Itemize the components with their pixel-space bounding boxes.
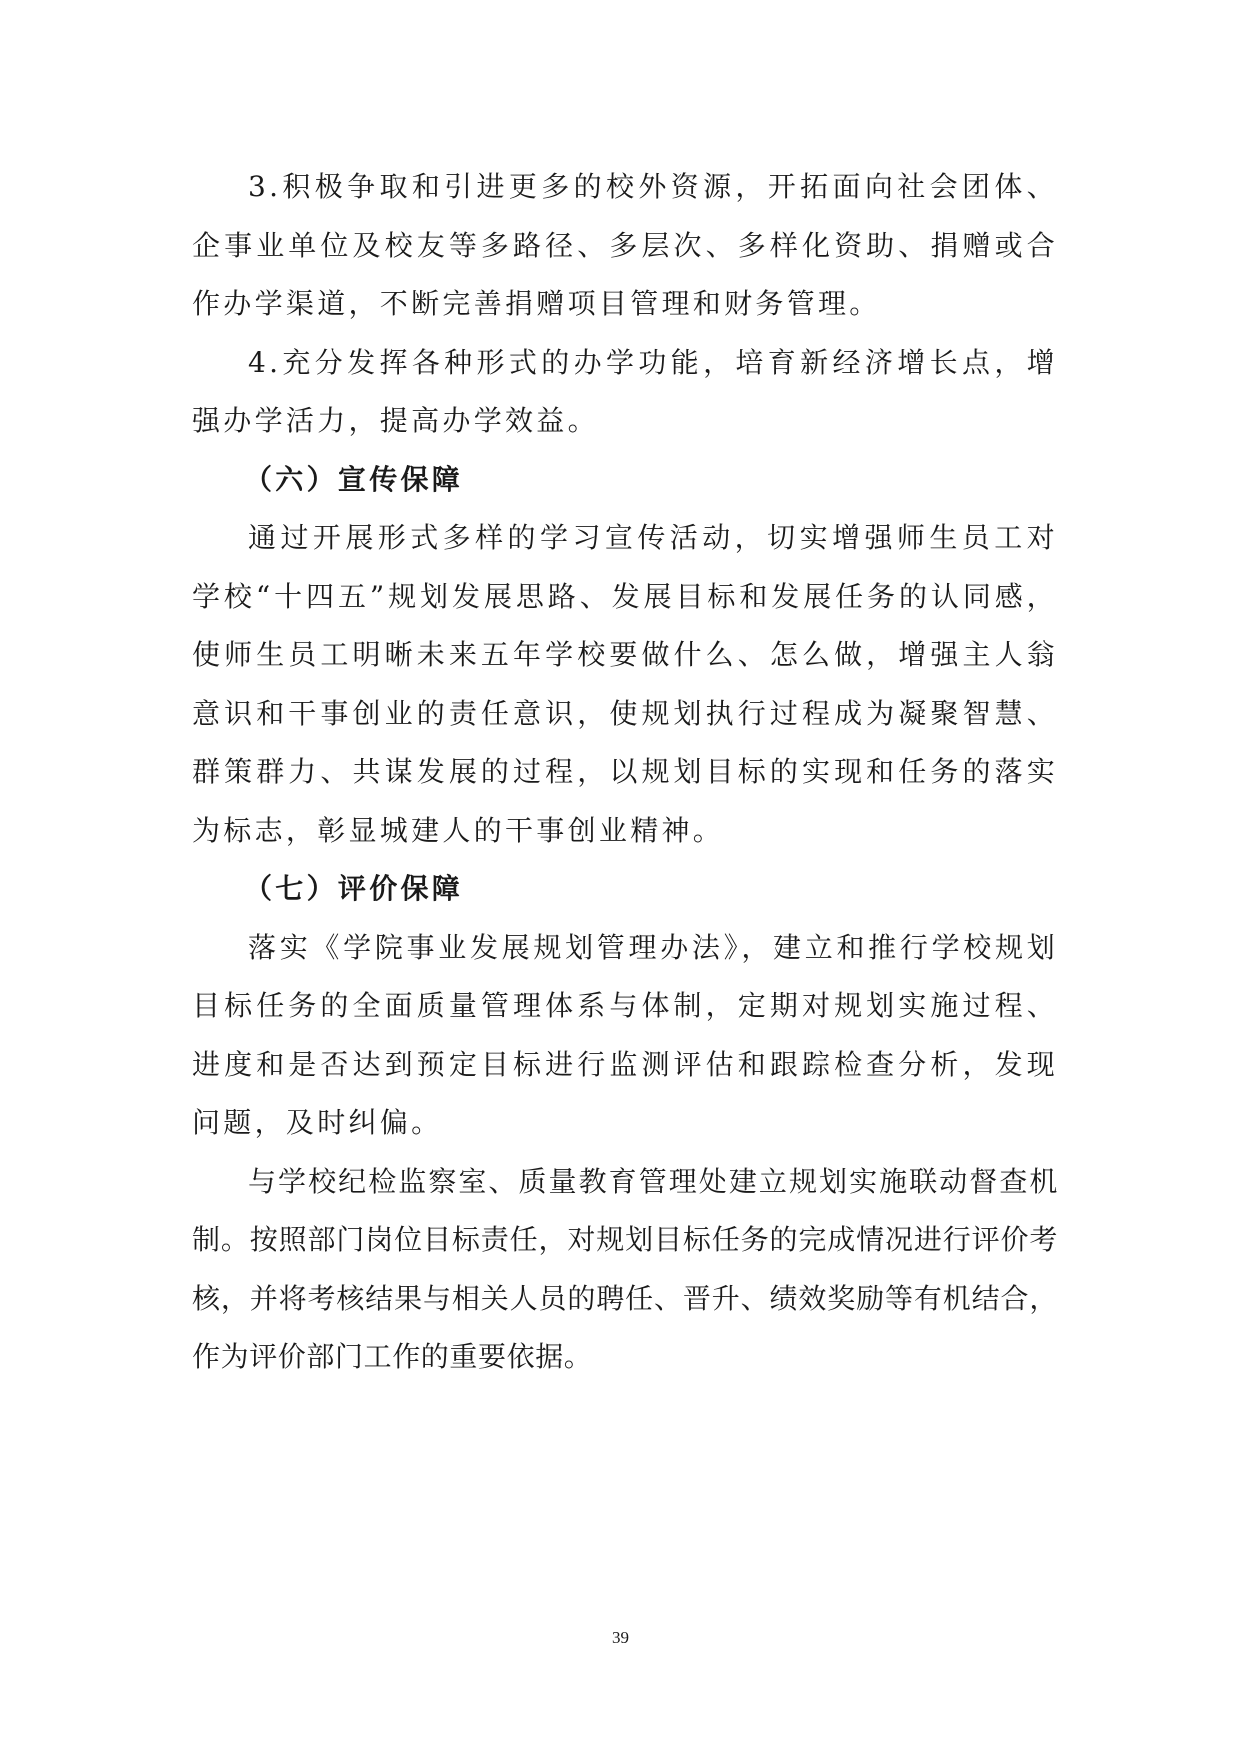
paragraph-external-resources: 3.积极争取和引进更多的校外资源，开拓面向社会团体、企事业单位及校友等多路径、多层次、多样化资助、捐赠或合作办学渠道，不断完善捐赠项目管理和财务管理。 (192, 170, 1058, 320)
paragraph-publicity: 通过开展形式多样的学习宣传活动，切实增强师生员工对学校“十四五”规划发展思路、发展目标和发展任务的认同感，使师生员工明晰未来五年学校要做什么、怎么做，增强主人翁意识和干事创业的责任意识，使规划执行过程成为凝聚智慧、群策群力、共谋发展的过程，以规划目标的实现和任务的落实为标志，彰显城建人的干事创业精神。 (192, 521, 1058, 847)
section-heading-evaluation: （七）评价保障 (244, 872, 464, 905)
paragraph-evaluation: 落实《学院事业发展规划管理办法》，建立和推行学校规划目标任务的全面质量管理体系与体制，定期对规划实施过程、进度和是否达到预定目标进行监测评估和跟踪检查分析，发现问题，及时纠偏。 (192, 930, 1058, 1139)
paragraph-school-functions: 4.充分发挥各种形式的办学功能，培育新经济增长点，增强办学活力，提高办学效益。 (192, 345, 1058, 437)
page-number: 39 (612, 1628, 629, 1647)
section-heading-publicity: （六）宣传保障 (244, 462, 464, 496)
paragraph-supervision: 与学校纪检监察室、质量教育管理处建立规划实施联动督查机制。按照部门岗位目标责任，对规划目标任务的完成情况进行评价考核，并将考核结果与相关人员的聘任、晋升、绩效奖励等有机结合，作为评价部门工作的重要依据。 (192, 1164, 1058, 1373)
document-body (192, 158, 1058, 1387)
